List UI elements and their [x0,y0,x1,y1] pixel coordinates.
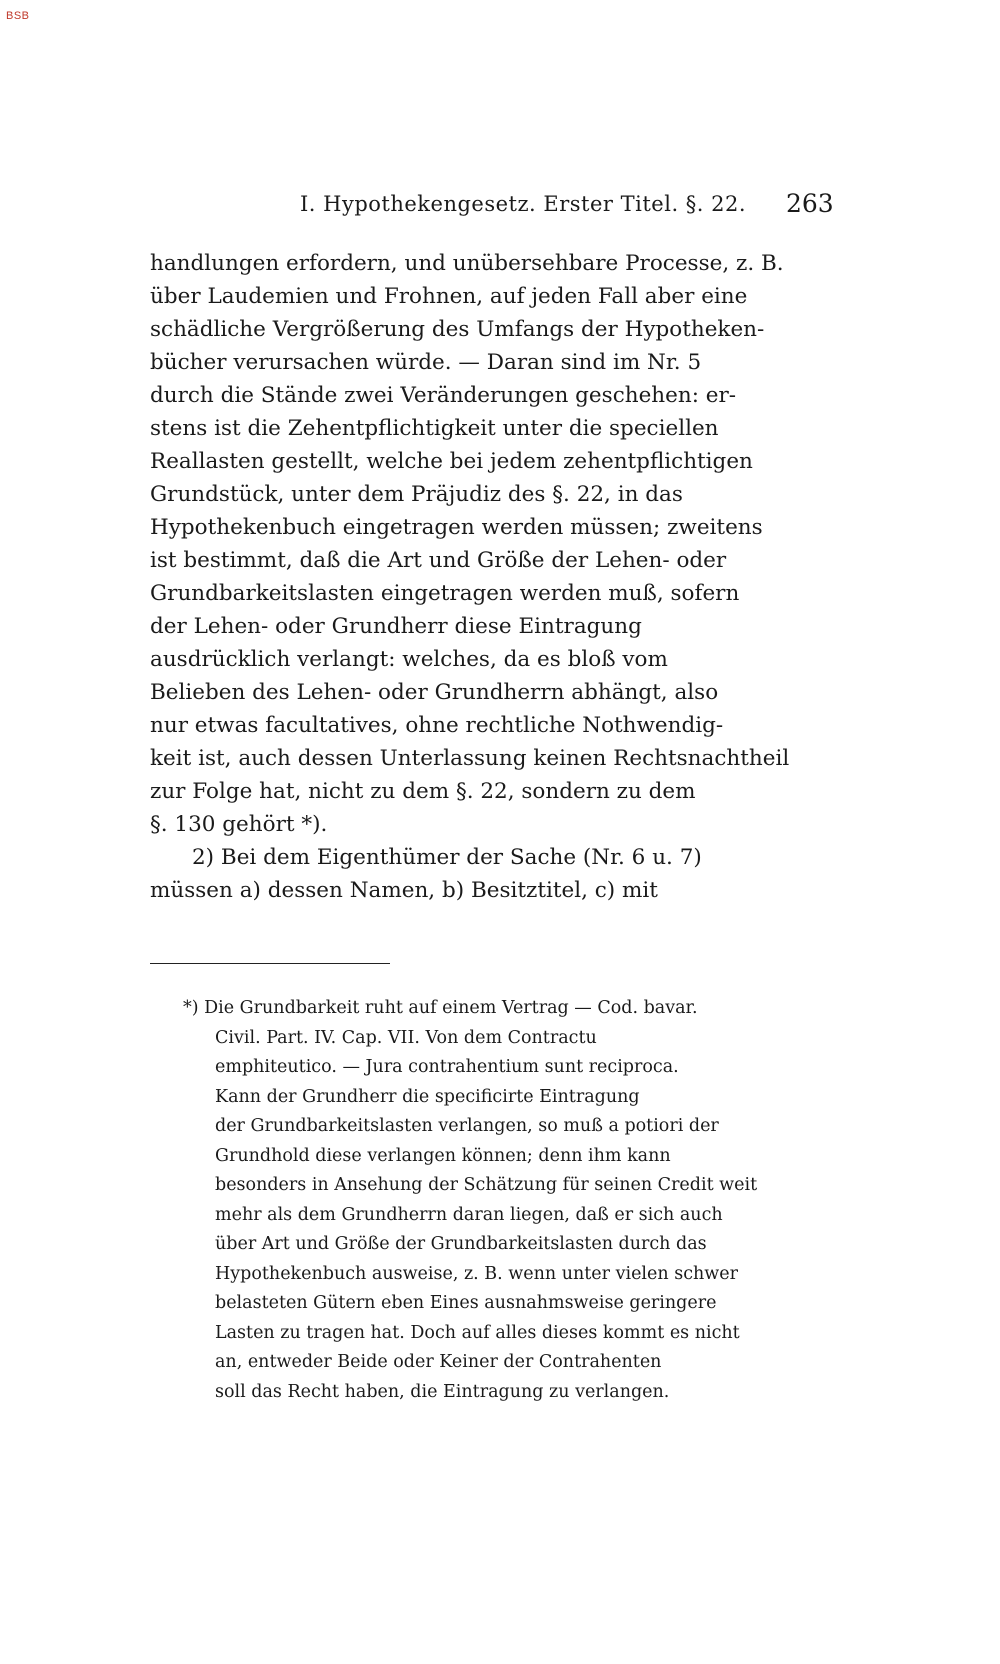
footnote-divider [150,963,390,964]
text-line: müssen a) dessen Namen, b) Besitztitel, c) mit [150,878,658,903]
text-line: schädliche Vergrößerung des Umfangs der Hypotheken- [150,317,765,342]
text-line: Grundbarkeitslasten eingetragen werden muß, sofern [150,581,740,606]
text-line: Grundstück, unter dem Präjudiz des §. 22, in das [150,482,683,507]
page-number: 263 [786,189,834,218]
text-line: ausdrücklich verlangt: welches, da es bloß vom [150,647,668,672]
running-head: I. Hypothekengesetz. Erster Titel. §. 22. [300,192,747,216]
footnote-line: über Art und Größe der Grundbarkeitslasten durch das [215,1234,707,1254]
text-line: Reallasten gestellt, welche bei jedem zehentpflichtigen [150,449,753,474]
text-line: bücher verursachen würde. — Daran sind im Nr. 5 [150,350,702,375]
footnote-line: besonders in Ansehung der Schätzung für seinen Credit weit [215,1175,758,1195]
text-line: keit ist, auch dessen Unterlassung keinen Rechtsnachtheil [150,746,790,771]
footnote-line: soll das Recht haben, die Eintragung zu verlangen. [215,1381,670,1402]
footnote-line: mehr als dem Grundherrn daran liegen, daß er sich auch [215,1204,723,1225]
footnote-line: emphiteutico. — Jura contrahentium sunt reciproca. [215,1057,679,1077]
footnote-line: Kann der Grundherr die specificirte Eintragung [215,1086,640,1107]
text-line: über Laudemien und Frohnen, auf jeden Fall aber eine [150,284,748,309]
text-line: Belieben des Lehen- oder Grundherrn abhängt, also [150,680,719,705]
footnote-line: an, entweder Beide oder Keiner der Contrahenten [215,1352,662,1372]
text-line: §. 130 gehört *). [150,812,328,837]
text-line: stens ist die Zehentpflichtigkeit unter die speciellen [150,416,719,441]
main-text [150,247,810,907]
text-line: ist bestimmt, daß die Art und Größe der Lehen- oder [150,548,727,573]
footnote [183,994,823,1407]
library-watermark: BSB [6,10,30,22]
text-line: 2) Bei dem Eigenthümer der Sache (Nr. 6 u. 7) [192,845,702,870]
text-line: nur etwas facultatives, ohne rechtliche Nothwendig- [150,713,724,738]
footnote-line: Lasten zu tragen hat. Doch auf alles dieses kommt es nicht [215,1322,740,1343]
footnote-line: *) Die Grundbarkeit ruht auf einem Vertrag — Cod. bavar. [183,998,698,1018]
footnote-line: Hypothekenbuch ausweise, z. B. wenn unter vielen schwer [215,1263,738,1284]
footnote-line: Civil. Part. IV. Cap. VII. Von dem Contractu [215,1027,597,1048]
text-line: der Lehen- oder Grundherr diese Eintragung [150,614,642,639]
footnote-line: Grundhold diese verlangen können; denn ihm kann [215,1145,671,1166]
text-line: Hypothekenbuch eingetragen werden müssen; zweitens [150,515,763,540]
footnote-line: der Grundbarkeitslasten verlangen, so muß a potiori der [215,1116,719,1136]
text-line: durch die Stände zwei Veränderungen geschehen: er- [150,383,737,408]
text-line: zur Folge hat, nicht zu dem §. 22, sondern zu dem [150,779,696,804]
footnote-line: belasteten Gütern eben Eines ausnahmsweise geringere [215,1293,717,1313]
text-line: handlungen erfordern, und unübersehbare Processe, z. B. [150,251,784,276]
